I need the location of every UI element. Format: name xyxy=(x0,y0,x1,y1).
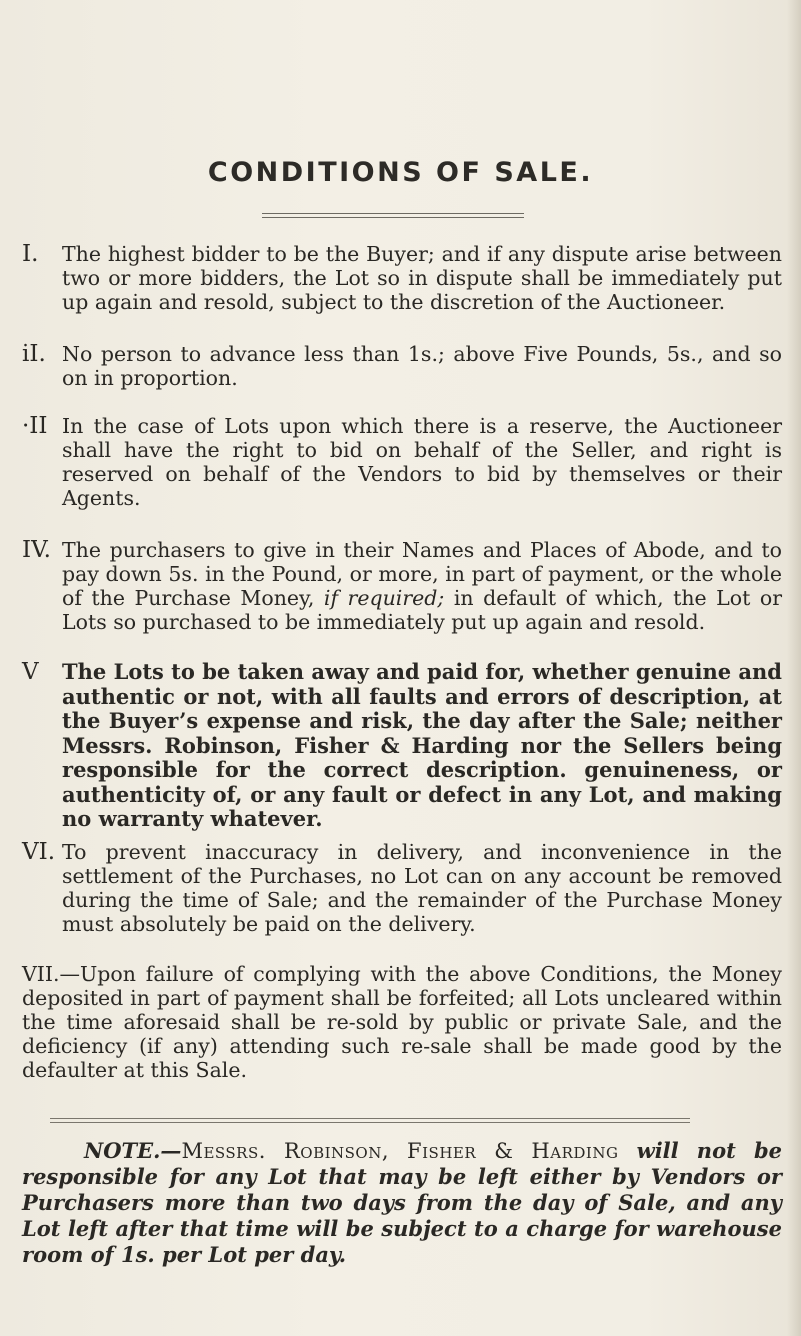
note-paragraph xyxy=(22,1138,782,1268)
condition-number: iI. xyxy=(22,341,46,367)
note-rule xyxy=(50,1118,690,1123)
condition-text-emphasis: if required; xyxy=(323,586,445,610)
condition-text: The Lots to be taken away and paid for, whether genuine and authentic or not, with all faults and errors of description, at the Buyer’s expense and risk, the day after the Sale; neither Messrs. Robinson, Fisher & Harding nor the Sellers being responsible for the correct description. genuineness, or authenticity of, or any fault or defect in any Lot, and making no warranty whatever. xyxy=(62,659,782,831)
page-title: CONDITIONS OF SALE. xyxy=(207,157,594,188)
condition-text: In the case of Lots upon which there is a reserve, the Auctioneer shall have the right to bid on behalf of the Seller, and right is reserved on behalf of the Vendors to bid by themselves or their Agents. xyxy=(62,414,782,510)
note-text: will not be responsible for any Lot that may be left either by Vendors or Purchasers more than two days from the day of Sale, and any Lot left after that time will be subject to a charge for warehouse room of 1s. per Lot per day. xyxy=(22,1138,782,1267)
condition-text: To prevent inaccuracy in delivery, and inconvenience in the settlement of the Purchases, no Lot can on any account be removed during the time of Sale; and the remainder of the Purchase Money must absolutely be paid on the delivery. xyxy=(62,840,782,936)
title-rule xyxy=(262,213,524,218)
condition-number: IV. xyxy=(22,537,51,563)
condition-text: No person to advance less than 1s.; above Five Pounds, 5s., and so on in proportion. xyxy=(62,342,782,390)
condition-number: ·II xyxy=(22,413,48,439)
condition-number: VII.— xyxy=(22,962,81,986)
condition-number: VI. xyxy=(22,839,56,865)
condition-text: Upon failure of complying with the above Conditions, the Money deposited in part of payment shall be forfeited; all Lots uncleared within the time aforesaid shall be re-sold by public or private Sale, and the deficiency (if any) attending such re-sale shall be made good by the defaulter at this Sale. xyxy=(22,962,782,1082)
condition-text-part: in default of which, the Lot or Lots so purchased to be immediately put up again and resold. xyxy=(62,586,782,634)
condition-text: The highest bidder to be the Buyer; and if any dispute arise between two or more bidders, the Lot so in dispute shall be immediately put up again and resold, subject to the discretion of the Auctioneer. xyxy=(62,242,782,314)
condition-text xyxy=(62,538,782,634)
condition-number: V xyxy=(22,659,39,685)
note-label: NOTE.— xyxy=(84,1138,182,1163)
condition-paragraph xyxy=(22,962,782,1082)
page-edge-shadow xyxy=(787,0,801,1336)
condition-text-part: The purchasers to give in their Names and Places of Abode, and to pay down 5s. in the Pound, or more, in part of payment, or the whole of the Purchase Money, xyxy=(62,538,782,610)
note-firm-name: Messrs. Robinson, Fisher & Harding xyxy=(181,1139,619,1163)
condition-number: I. xyxy=(22,241,39,267)
